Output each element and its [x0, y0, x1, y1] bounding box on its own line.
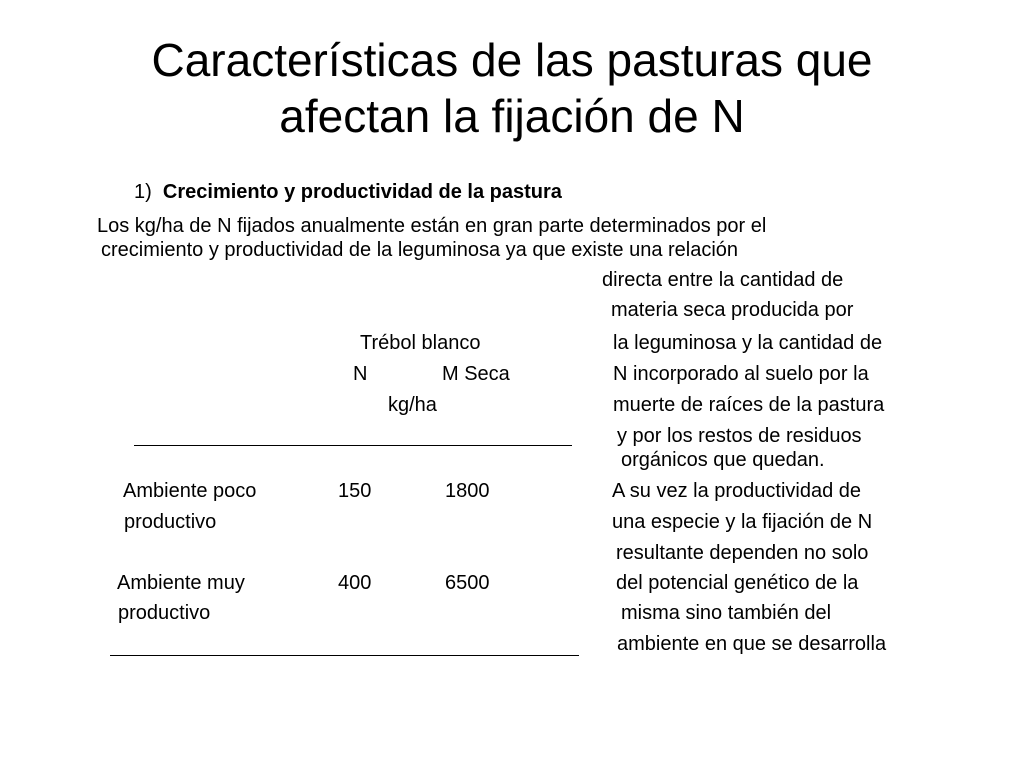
right-text-line: directa entre la cantidad de — [602, 269, 844, 291]
section-heading-text: Crecimiento y productividad de la pastura — [162, 181, 562, 203]
table-caption: Trébol blanco — [360, 332, 481, 354]
cell-dry-matter: 1800 — [445, 480, 490, 502]
row-label-continued: productivo — [118, 602, 211, 624]
intro-line-2: crecimiento y productividad de la leguminosa ya que existe una relación — [101, 239, 739, 261]
right-text-line: resultante dependen no solo — [616, 542, 869, 564]
right-text-line: muerte de raíces de la pastura — [613, 394, 885, 416]
section-heading — [134, 181, 562, 204]
right-text-line: orgánicos que quedan. — [621, 449, 825, 471]
right-text-line: A su vez la productividad de — [612, 480, 862, 502]
column-header-n: N — [353, 363, 368, 385]
right-text-line: una especie y la fijación de N — [612, 511, 873, 533]
row-label: Ambiente muy — [117, 572, 245, 594]
slide-title — [0, 32, 1024, 144]
slide-title-line-1: Características de las pasturas que — [151, 34, 873, 86]
column-unit: kg/ha — [388, 394, 437, 416]
right-text-line: y por los restos de residuos — [617, 425, 862, 447]
table-top-rule — [134, 445, 572, 446]
table-bottom-rule — [110, 655, 579, 656]
right-text-line: materia seca producida por — [611, 299, 854, 321]
section-number: 1) — [134, 181, 152, 203]
right-text-line: la leguminosa y la cantidad de — [613, 332, 883, 354]
intro-line-1: Los kg/ha de N fijados anualmente están en gran parte determinados por el — [97, 215, 767, 237]
row-label: Ambiente poco — [123, 480, 257, 502]
right-text-line: N incorporado al suelo por la — [613, 363, 869, 385]
cell-n: 400 — [338, 572, 372, 594]
right-text-line: misma sino también del — [621, 602, 832, 624]
cell-n: 150 — [338, 480, 372, 502]
right-text-line: del potencial genético de la — [616, 572, 859, 594]
column-header-dry-matter: M Seca — [442, 363, 510, 385]
slide-title-line-2: afectan la fijación de N — [279, 90, 745, 142]
row-label-continued: productivo — [124, 511, 217, 533]
cell-dry-matter: 6500 — [445, 572, 490, 594]
right-text-line: ambiente en que se desarrolla — [617, 633, 887, 655]
